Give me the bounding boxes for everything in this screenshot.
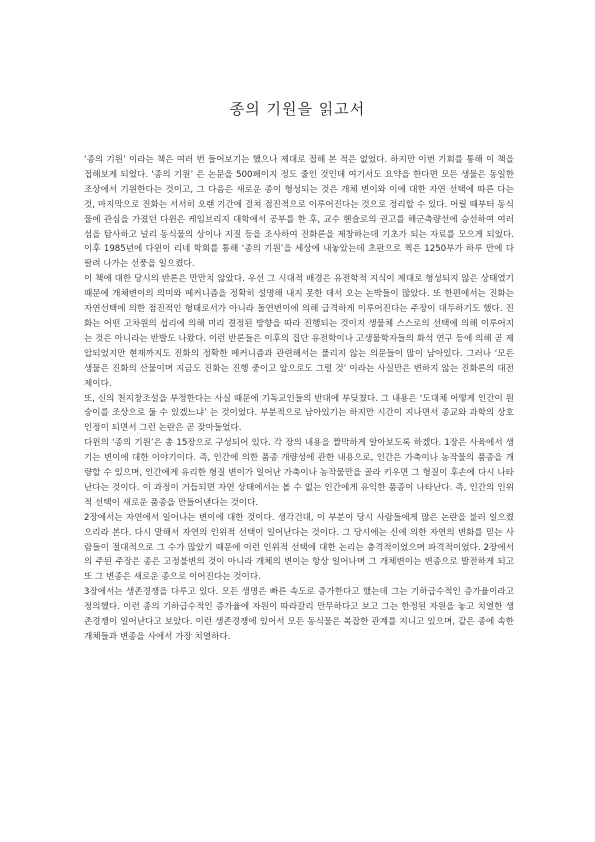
- document-body: [84, 153, 514, 645]
- paragraph-4: 다윈의 ‘종의 기원’은 총 15장으로 구성되어 있다. 각 장의 내용을 짤막하게 알아보도록 하겠다. 1장은 사육에서 생기는 변이에 대한 이야기이다. 즉, 인간에 의한 품종 개량성에 관한 내용으로, 인간은 가축이나 농작물의 품종을 개량할 수 있으며, 인간에게 유리한 형질 변이가 일어난 가축이나 농작물만을 골라 키우면 그 형질이 후손에 다시 나타난다는 것이다. 이 과정이 거듭되면 자연 상태에서는 볼 수 없는 인간에게 유익한 품종이 나타난다. 즉, 인간의 인위적 선택이 새로운 품종을 만들어낸다는 것이다.: [84, 438, 514, 508]
- document-title: 종의 기원을 읽고서: [229, 100, 366, 118]
- paragraph-2: 이 책에 대한 당시의 반론은 만만치 않았다. 우선 그 시대적 배경은 유전학적 지식이 제대로 형성되지 않은 상태였기 때문에 개체변이의 의미와 메커니즘을 정확히 설명해 내지 못한 데서 오는 논박들이 많았다. 또 한편에서는 진화는 자연선택에 의한 점진적인 형태로서가 아니라 돌연변이에 의해 급격하게 이루어진다는 주장이 대두하기도 했다. 진화는 어떤 고차원의 섭리에 의해 미리 결정된 방향을 따라 진행되는 것이지 생물체 스스로의 선택에 의해 이루어지는 것은 아니라는 반발도 나왔다. 이런 반론들은 이후의 집단 유전학이나 고생물학자들의 화석 연구 등에 의해 곧 제압되었지만 현재까지도 진화의 정확한 메커니즘과 관련해서는 풀리지 않는 의문들이 많이 남아있다. 그러나 ‘모든 생물은 진화의 산물이며 지금도 진화는 진행 중이고 앞으로도 그럴 것’ 이라는 사실만은 변하지 않는 진화론의 대전제이다.: [84, 274, 514, 389]
- paragraph-6: 3장에서는 생존경쟁을 다루고 있다. 모든 생명은 빠른 속도로 증가한다고 했는데 그는 기하급수적인 증가율이라고 정의했다. 이런 종의 기하급수적인 증가율에 자원이 따라갈리 만무하다고 보고 그는 한정된 자원을 놓고 치열한 생존경쟁이 일어난다고 보았다. 이런 생존경쟁에 있어서 모든 동식물은 복잡한 관계를 지니고 있으며, 같은 종에 속한 개체들과 변종을 사에서 가장 치열하다.: [84, 587, 514, 642]
- paragraph-1: ‘종의 기원’ 이라는 책은 여러 번 들어보기는 했으나 제대로 접해 본 적은 없었다. 하지만 이번 기회를 통해 이 책을 접해보게 되었다. ‘종의 기원’ 은 논문을 500페이지 정도 줄인 것인데 여기서도 요약을 한다면 모든 생물은 동일한 조상에서 기원한다는 것이고, 그 다음은 새로운 종이 형성되는 것은 개체 변이와 이에 대한 자연 선택에 따른 다는 것, 마지막으로 진화는 서서히 오랜 기간에 걸쳐 점진적으로 이루어진다는 것으로 정리할 수 있다. 어릴 때부터 동식물에 관심을 가졌던 다윈은 케임브리지 대학에서 공부를 한 후, 교수 헨슬로의 권고를 해군측량선에 승선하여 여러 섬을 탐사하고 널리 동식물의 상이나 지질 등을 조사하여 진화론을 제창하는데 기초가 되는 자료를 모으게 되었다. 이후 1985년에 다윈이 리네 학회를 통해 ‘종의 기원’을 세상에 내놓았는데 초판으로 찍은 1250부가 하루 만에 다 팔려 나가는 선풍을 일으켰다.: [84, 155, 514, 270]
- paragraph-3: 또, 신의 천지창조설을 부정한다는 사실 때문에 기독교인들의 반대에 부딪쳤다. 그 내용은 ‘도대체 어떻게 인간이 원숭이를 조상으로 둘 수 있겠느냐’ 는 것이었다. 부분적으로 남아있기는 하지만 시간이 지나면서 종교와 과학의 상호 인정이 되면서 그런 논란은 곧 잦아들었다.: [84, 393, 514, 434]
- paragraph-5: 2장에서는 자연에서 일어나는 변이에 대한 것이다. 생각건대, 이 부분이 당시 사람들에게 많은 논란을 불러 일으켰으리라 본다. 다시 말해서 자연의 인위적 선택이 일어난다는 것이다. 그 당시에는 신에 의한 자연의 변화를 믿는 사람들이 절대적으로 그 수가 많았기 때문에 이런 인위적 선택에 대한 논리는 충격적이었으며 파격적이었다. 2장에서의 주된 주장은 종은 고정불변의 것이 아니라 개체의 변이는 항상 일어나며 그 개체변이는 변종으로 발전하게 되고 또 그 변종은 새로운 종으로 이어진다는 것이다.: [84, 512, 514, 583]
